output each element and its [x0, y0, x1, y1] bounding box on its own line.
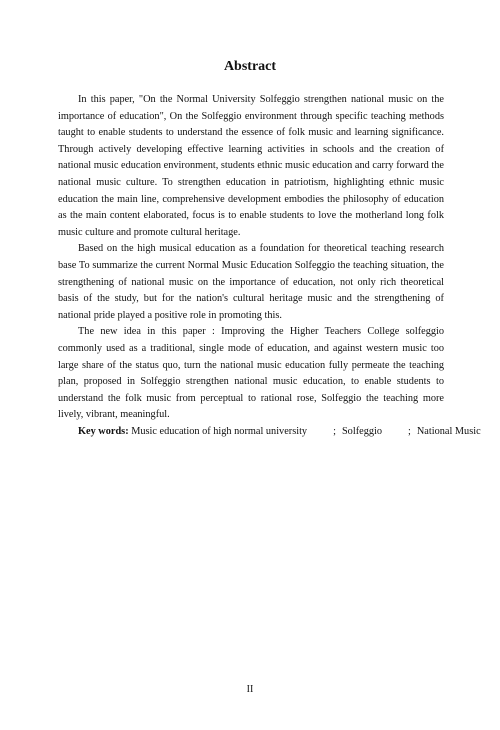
- keyword-separator: ;: [408, 425, 411, 437]
- keyword-item: Solfeggio: [341, 425, 382, 437]
- abstract-body: [58, 92, 481, 440]
- keywords-label: Key words:: [78, 425, 129, 437]
- abstract-paragraph: In this paper, "On the Normal University Solfeggio strengthen national music on the importance of education", On the Solfeggio environment through specific teaching methods taught to enable students to understand the essence of folk music and learning significance. Through actively developing effective learning activities in schools and the creation of national music education environment, students ethnic music education and carry forward the national music culture. To strengthen education in patriotism, highlighting ethnic music education the main line, comprehensive development embodies the philosophy of education as the main content elaborated, focus is to enable students to love the motherland long folk music culture and promote cultural heritage.: [58, 94, 444, 238]
- keyword-item: National Music: [416, 425, 481, 437]
- keywords-line: [58, 424, 481, 441]
- page-number: II: [246, 684, 254, 695]
- abstract-paragraph: Based on the high musical education as a foundation for theoretical teaching research base To summarize the current Normal Music Education Solfeggio the teaching situation, the strengthening of national music on the importance of education, not only rich theoretical basis of the study, but for the nation's cultural heritage music and the strengthening of national pride played a positive role in promoting this.: [58, 243, 444, 321]
- abstract-title: Abstract: [223, 59, 277, 74]
- keyword-item: Music education of high normal university: [131, 425, 308, 437]
- keyword-separator: ;: [333, 425, 336, 437]
- abstract-paragraph: The new idea in this paper : Improving the Higher Teachers College solfeggio commonly used as a traditional, single mode of education, and against western music too large share of the status quo, turn the national music education fully permeate the teaching plan, proposed in Solfeggio strengthen national music education, to enable students to understand the folk music from perceptual to rational rose, Solfeggio the teaching more lively, vibrant, meaningful.: [58, 326, 444, 421]
